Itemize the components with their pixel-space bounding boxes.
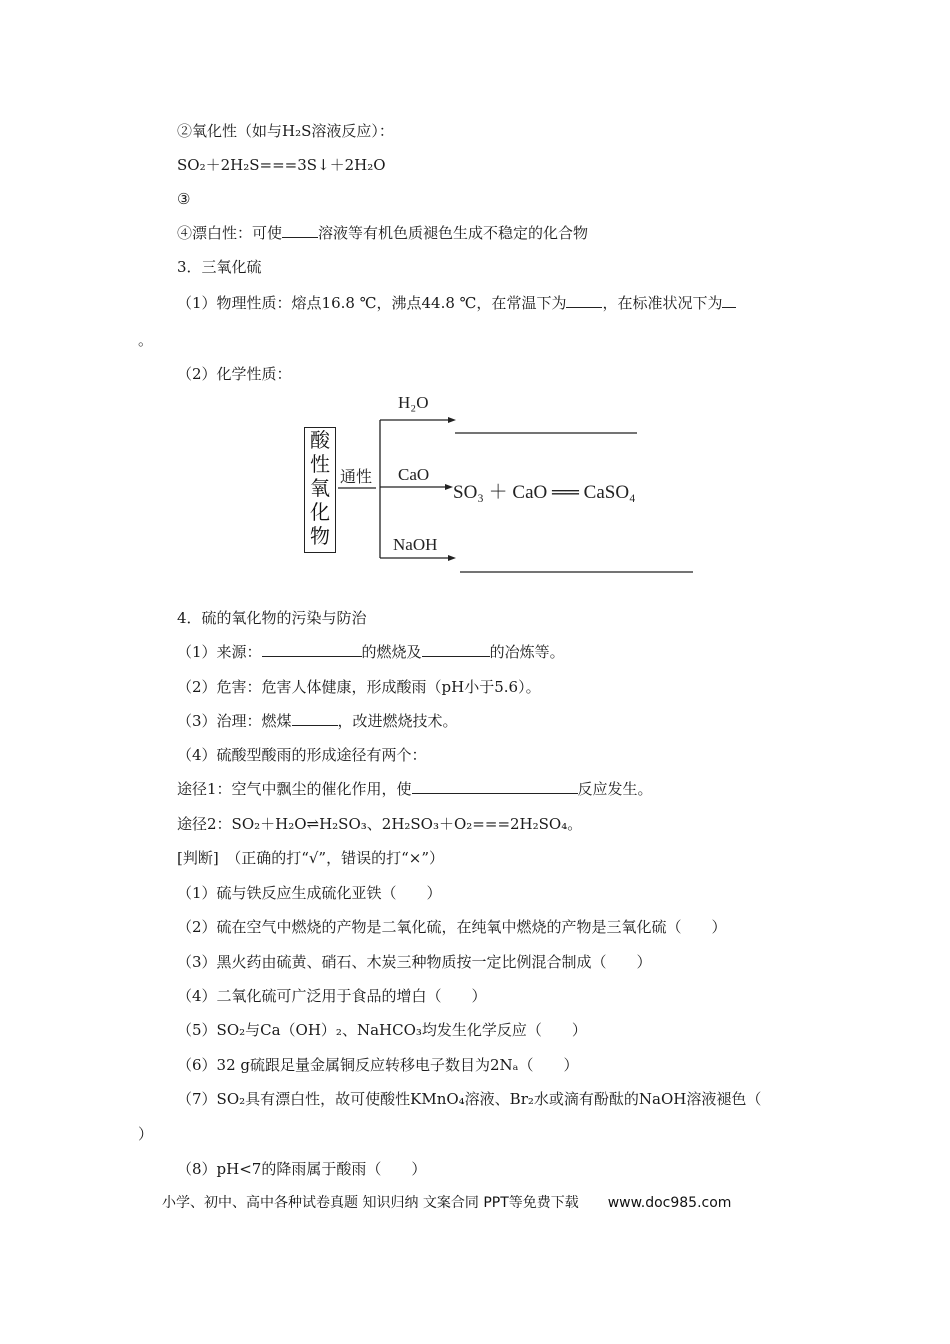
footer-text: 小学、初中、高中各种试卷真题 知识归纳 文案合同 PPT等免费下载 [162, 1195, 579, 1211]
source-text-b: 的燃烧及 [361, 643, 422, 661]
equation-so2-h2s: SO₂＋2H₂S===3S↓＋2H₂O [177, 156, 386, 174]
oxidizing-line: ②氧化性（如与H₂S溶液反应）： [177, 122, 394, 140]
box-char: 酸 [310, 428, 330, 452]
so3-reaction-diagram [300, 390, 700, 580]
source-text-a: （1）来源： [177, 643, 262, 661]
blank [412, 779, 578, 794]
blank [422, 642, 490, 657]
physical-text-a: （1）物理性质：熔点16.8 ℃，沸点44.8 ℃，在常温下为 [177, 294, 567, 312]
physical-text-b: ，在标准状况下为 [602, 294, 723, 312]
box-char: 氧 [310, 476, 330, 500]
general-property-label: 通性 [340, 467, 373, 486]
source-text-c: 的冶炼等。 [489, 643, 565, 661]
judgement-item-6: （6）32 g硫跟足量金属铜反应转移电子数目为2Nₐ（ ） [177, 1056, 579, 1074]
section-3-heading: 3．三氧化硫 [177, 258, 262, 276]
blank [566, 293, 602, 308]
box-char: 化 [310, 500, 330, 524]
path-1-text-a: 途径1：空气中飘尘的催化作用，使 [177, 780, 412, 798]
harm-line: （2）危害：危害人体健康，形成酸雨（pH小于5.6）。 [177, 678, 541, 696]
blank [262, 642, 362, 657]
chemical-properties-line: （2）化学性质： [177, 365, 292, 383]
judgement-item-2: （2）硫在空气中燃烧的产物是二氧化硫，在纯氧中燃烧的产物是三氧化硫（ ） [177, 918, 727, 936]
judgement-item-7-close: ） [138, 1125, 154, 1143]
source-line [177, 642, 565, 662]
bleaching-text-a: ④漂白性：可使 [177, 224, 283, 242]
blank [282, 223, 318, 238]
treatment-text-b: ，改进燃烧技术。 [337, 712, 458, 730]
blank [292, 711, 338, 726]
path-1-text-b: 反应发生。 [577, 780, 653, 798]
cao-label: CaO [398, 465, 430, 484]
judgement-item-7: （7）SO₂具有漂白性，故可使酸性KMnO₄溶液、Br₂水或滴有酚酞的NaOH溶液褪色（ [177, 1090, 762, 1108]
judgement-heading: [判断] （正确的打“√”，错误的打“×”） [177, 849, 445, 867]
page-footer [162, 1192, 731, 1212]
box-char: 物 [310, 524, 330, 548]
box-char: 性 [310, 452, 330, 476]
judgement-item-3: （3）黑火药由硫黄、硝石、木炭三种物质按一定比例混合制成（ ） [177, 953, 652, 971]
bleaching-text-b: 溶液等有机色质褪色生成不稳定的化合物 [318, 224, 589, 242]
physical-properties-line [177, 293, 736, 313]
footer-url: www.doc985.com [607, 1195, 732, 1211]
path-1-line [177, 779, 653, 799]
acid-rain-paths-line: （4）硫酸型酸雨的形成途径有两个： [177, 746, 427, 764]
judgement-item-5: （5）SO₂与Ca（OH）₂、NaHCO₃均发生化学反应（ ） [177, 1021, 587, 1039]
treatment-text-a: （3）治理：燃煤 [177, 712, 292, 730]
judgement-item-1: （1）硫与铁反应生成硫化亚铁（ ） [177, 884, 442, 902]
treatment-line [177, 711, 458, 731]
naoh-label: NaOH [393, 535, 438, 554]
section-4-heading: 4．硫的氧化物的污染与防治 [177, 609, 367, 627]
period-line: 。 [138, 331, 154, 349]
item-3-marker: ③ [177, 190, 191, 208]
blank [722, 293, 736, 308]
so3-cao-equation: SO₃ ＋ CaO ══ CaSO₄ [453, 482, 636, 503]
path-2-line: 途径2：SO₂＋H₂O⇌H₂SO₃、2H₂SO₃＋O₂===2H₂SO₄。 [177, 815, 583, 833]
water-label: H₂O [398, 393, 429, 412]
judgement-item-8: （8）pH<7的降雨属于酸雨（ ） [177, 1160, 427, 1178]
bleaching-line [177, 223, 588, 243]
judgement-item-4: （4）二氧化硫可广泛用于食品的增白（ ） [177, 987, 487, 1005]
